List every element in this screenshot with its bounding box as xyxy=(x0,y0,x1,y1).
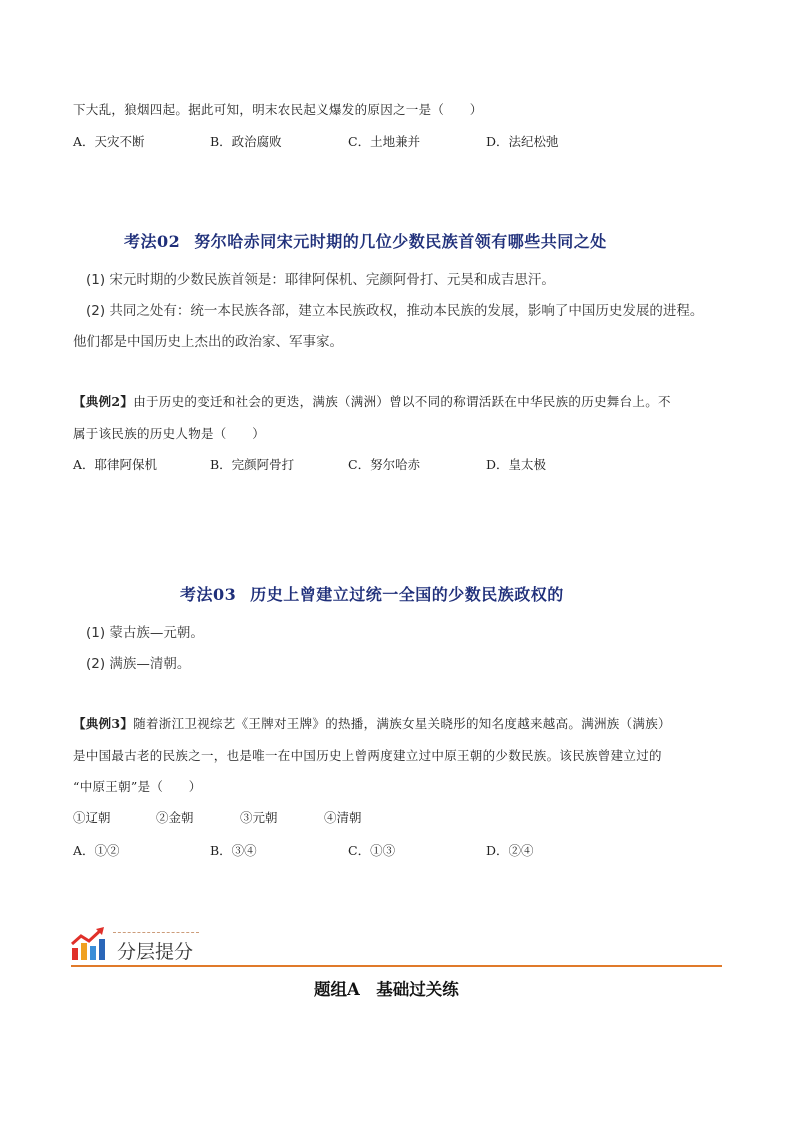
question-1-stem-tail: 下大乱，狼烟四起。据此可知，明末农民起义爆发的原因之一是（ ） xyxy=(73,102,483,117)
ex3-option-c: C．①③ xyxy=(348,843,396,858)
ex2-option-d: D．皇太极 xyxy=(486,457,547,472)
ex3-item-1: ①辽朝 xyxy=(73,810,111,825)
group-title: 题组A 基础过关练 xyxy=(314,980,459,999)
q1-option-a: A．天灾不断 xyxy=(73,134,145,149)
method-02-label: 考法02 xyxy=(124,232,181,251)
method-03-label: 考法03 xyxy=(180,585,237,604)
example-3-line-2: 是中国最古老的民族之一，也是唯一在中国历史上曾两度建立过中原王朝的少数民族。该民族曾建立过的 xyxy=(73,748,662,763)
ex2-option-c: C．努尔哈赤 xyxy=(348,457,421,472)
ex3-option-d: D．②④ xyxy=(486,843,534,858)
q1-option-d: D．法纪松弛 xyxy=(486,134,559,149)
example-3-tag: 【典例3】 xyxy=(73,716,134,731)
ex3-option-b: B．③④ xyxy=(210,843,257,858)
method-02-title: 努尔哈赤同宋元时期的几位少数民族首领有哪些共同之处 xyxy=(194,232,607,251)
method-03-heading xyxy=(180,582,564,605)
method-02-heading xyxy=(124,229,607,252)
ex2-option-a: A．耶律阿保机 xyxy=(73,457,158,472)
ex3-item-4: ④清朝 xyxy=(324,810,362,825)
example-2-tag: 【典例2】 xyxy=(73,394,134,409)
q1-option-b: B．政治腐败 xyxy=(210,134,282,149)
ex3-item-3: ③元朝 xyxy=(240,810,278,825)
section-label-overline xyxy=(113,932,199,934)
example-3-line-1: 【典例3】随着浙江卫视综艺《王牌对王牌》的热播，满族女星关晓彤的知名度越来越高。满洲族（满族） xyxy=(73,716,671,731)
method-02-point-2-cont: 他们都是中国历史上杰出的政治家、军事家。 xyxy=(73,334,343,350)
section-divider xyxy=(71,965,722,967)
q1-option-c: C．土地兼并 xyxy=(348,134,421,149)
method-03-point-2: (2) 满族—清朝。 xyxy=(86,656,191,672)
example-2-line-1: 【典例2】由于历史的变迁和社会的更迭，满族（满洲）曾以不同的称谓活跃在中华民族的历史舞台上。不 xyxy=(73,394,671,409)
example-2-line-2: 属于该民族的历史人物是（ ） xyxy=(73,426,266,441)
method-02-point-2: (2) 共同之处有：统一本民族各部，建立本民族政权，推动本民族的发展，影响了中国历史发展的进程。 xyxy=(86,303,704,319)
method-03-title: 历史上曾建立过统一全国的少数民族政权的 xyxy=(250,585,564,604)
growth-chart-icon xyxy=(71,926,107,962)
ex3-option-a: A．①② xyxy=(73,843,120,858)
section-label: 分层提分 xyxy=(117,941,194,963)
ex2-option-b: B．完颜阿骨打 xyxy=(210,457,295,472)
ex3-item-2: ②金朝 xyxy=(156,810,194,825)
method-03-point-1: (1) 蒙古族—元朝。 xyxy=(86,625,204,641)
method-02-point-1: (1) 宋元时期的少数民族首领是：耶律阿保机、完颜阿骨打、元昊和成吉思汗。 xyxy=(86,272,555,288)
example-3-line-3: “中原王朝”是（ ） xyxy=(73,779,202,794)
